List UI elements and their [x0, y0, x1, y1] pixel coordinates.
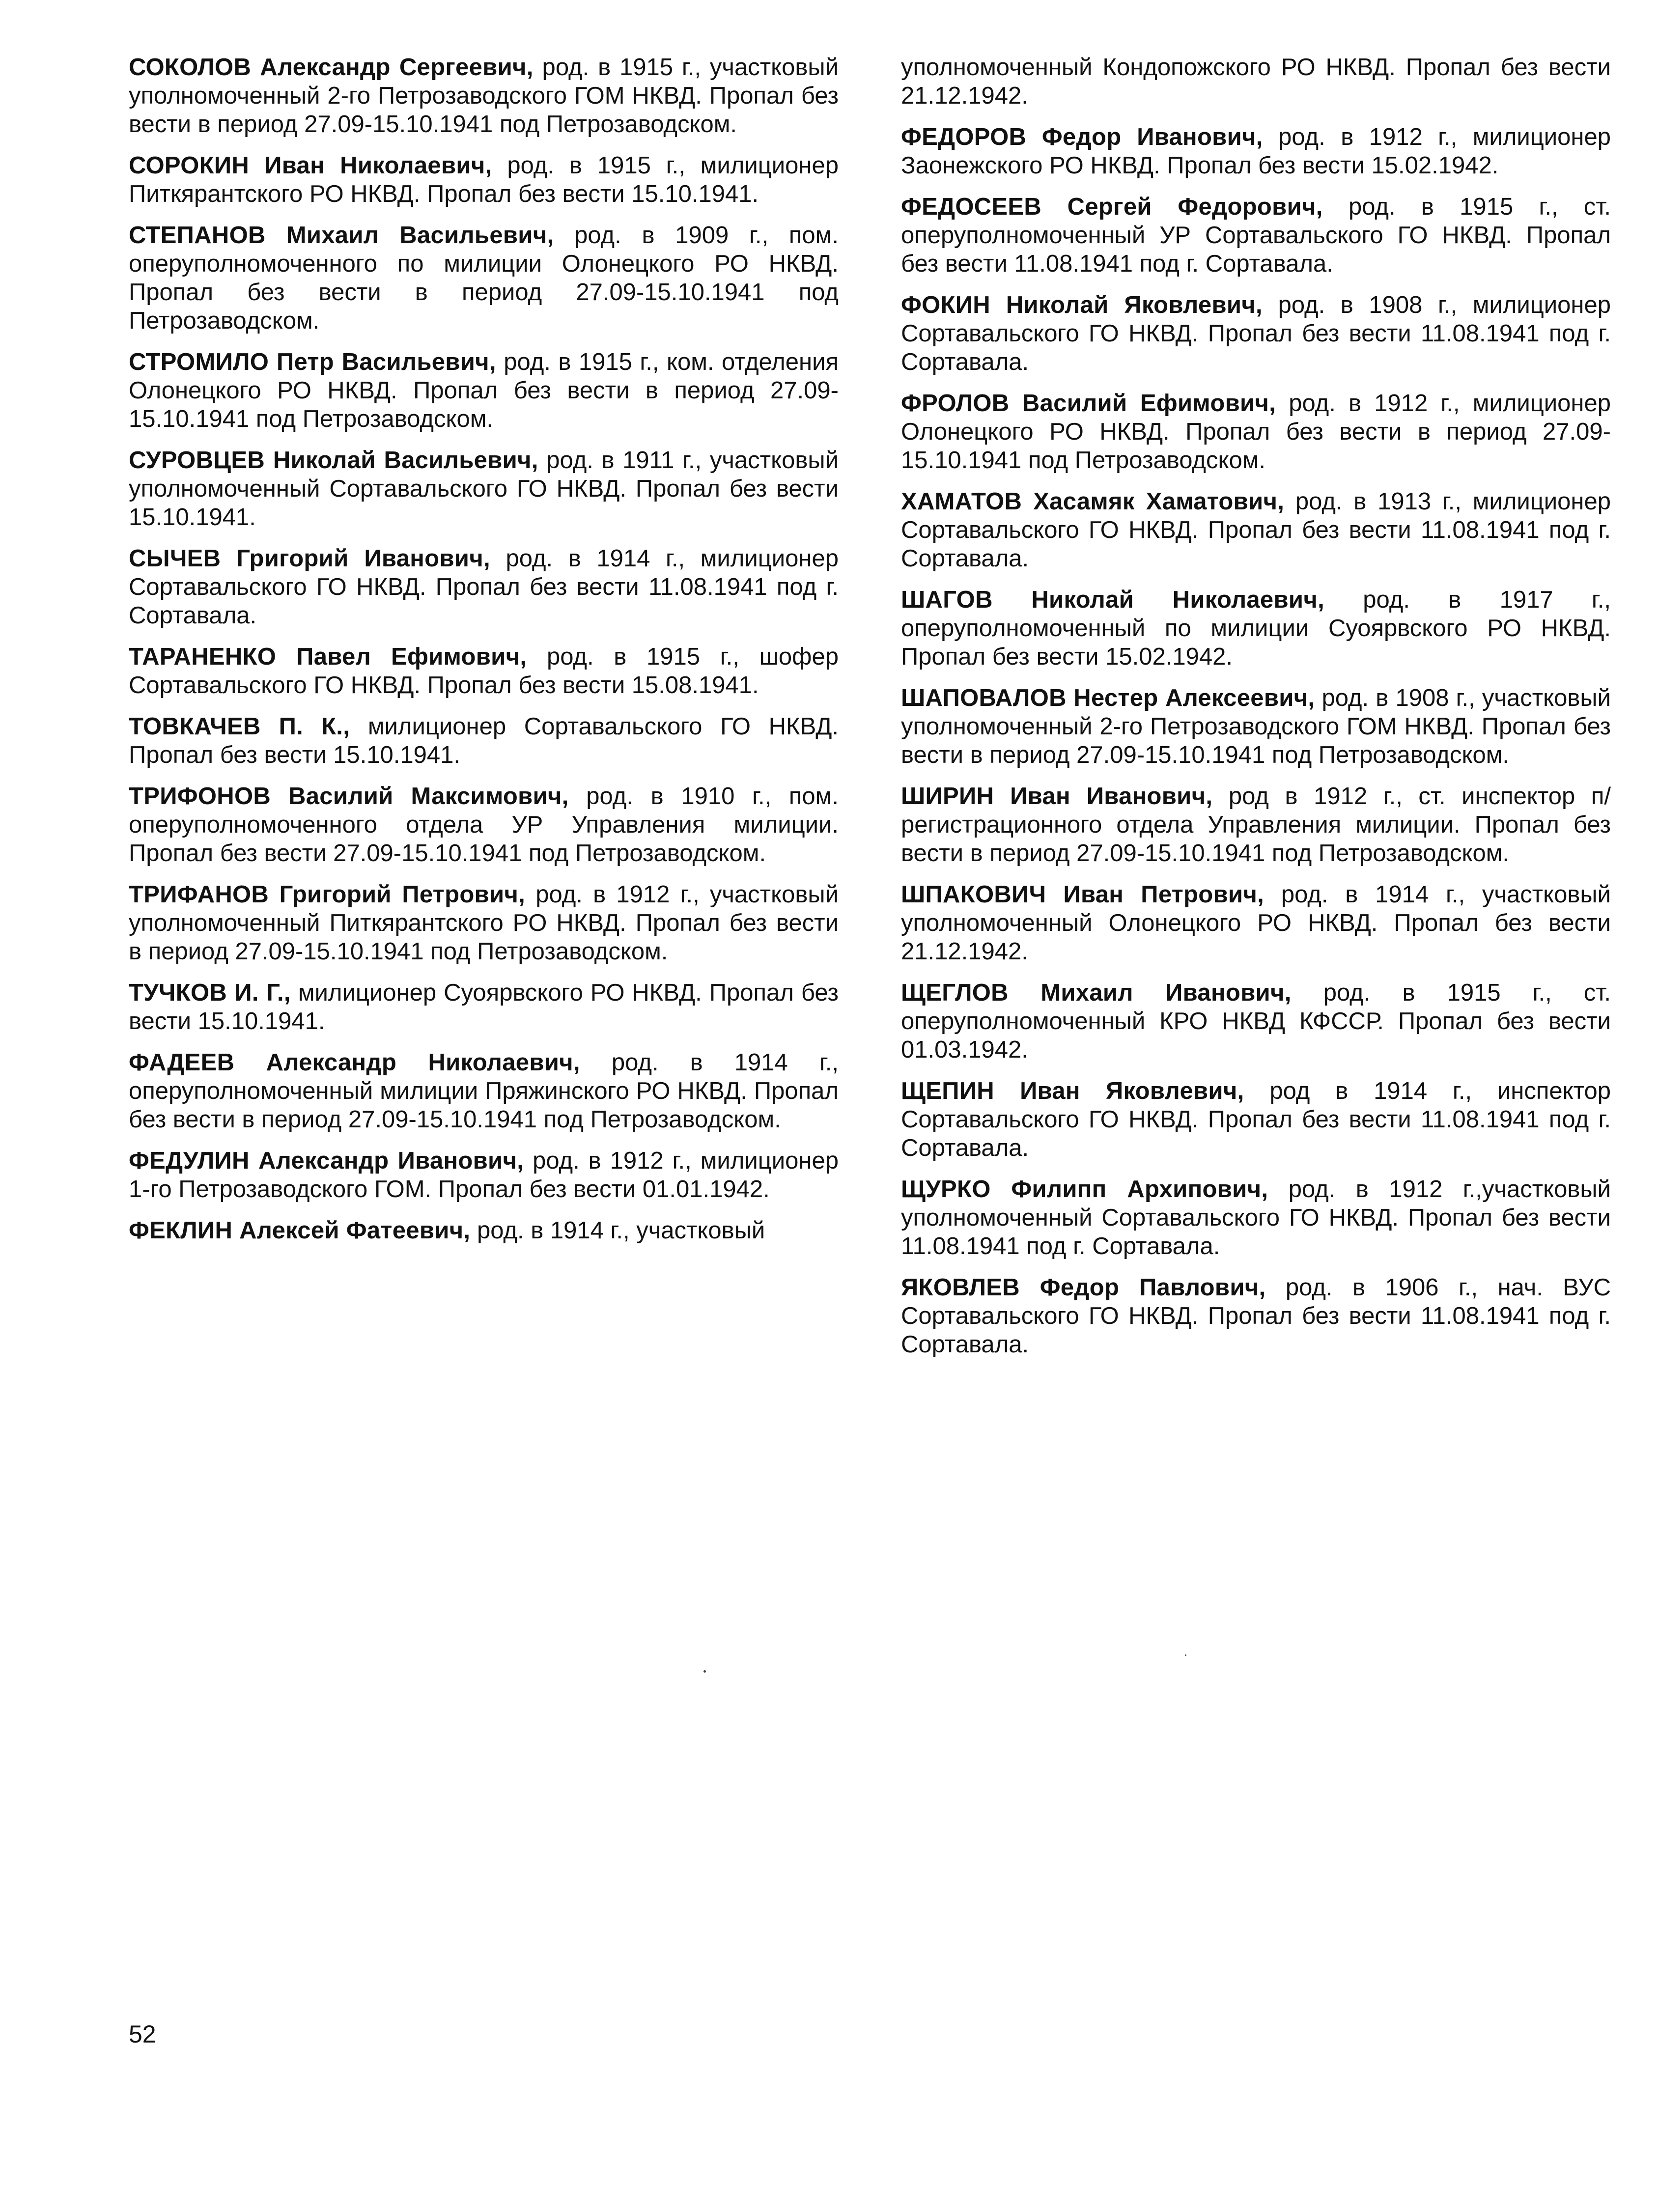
- biography-entry: [129, 446, 839, 532]
- biography-entry: [901, 782, 1611, 868]
- entry-text: род. в 1910 г., пом. оперуполномоченного отдела УР Управления милиции. Пропал без вести 27.09-15.10.1941 под Петрозаводском.: [129, 783, 839, 867]
- biography-entry: [901, 487, 1611, 573]
- entry-text: род. в 1915 г., ком. отделения Олонецкого РО НКВД. Пропал без вести в период 27.09-15.10.1941 под Петрозаводском.: [129, 349, 839, 432]
- biography-entry: [129, 1216, 839, 1245]
- person-name: ТУЧКОВ И. Г.,: [129, 980, 291, 1006]
- entry-text: род. в 1914 г., участковый: [470, 1217, 765, 1244]
- page-number: 52: [129, 2020, 156, 2048]
- entry-text: род. в 1915 г., участковый уполномоченный 2-го Петрозаводского ГОМ НКВД. Пропал без вести в период 27.09-15.10.1941 под Петрозаводском.: [129, 54, 839, 138]
- biography-entry: [901, 53, 1611, 110]
- entry-text: род в 1912 г., ст. инспектор п/регистрационного отдела Управления милиции. Пропал без вести в период 27.09-15.10.1941 под Петрозаводском.: [901, 783, 1611, 867]
- entry-text: род. в 1917 г., оперуполномоченный по милиции Суоярвского РО НКВД. Пропал без вести 15.02.1942.: [901, 587, 1611, 670]
- biography-entry: [901, 1273, 1611, 1359]
- person-name: ФАДЕЕВ Александр Николаевич,: [129, 1049, 580, 1076]
- entry-text: род. в 1909 г., пом. оперуполномоченного по милиции Олонецкого РО НКВД. Пропал без вести в период 27.09-15.10.1941 под Петрозаводском.: [129, 222, 839, 334]
- person-name: ФЕКЛИН Алексей Фатеевич,: [129, 1217, 471, 1244]
- entry-text: род. в 1915 г., шофер Сортавальского ГО НКВД. Пропал без вести 15.08.1941.: [129, 644, 839, 699]
- person-name: ТОВКАЧЕВ П. К.,: [129, 713, 350, 740]
- person-name: ЩЕПИН Иван Яковлевич,: [901, 1078, 1244, 1104]
- entry-text: род. в 1912 г., участковый уполномоченный Питкярантского РО НКВД. Пропал без вести в период 27.09-15.10.1941 под Петрозаводском.: [129, 881, 839, 965]
- person-name: ЯКОВЛЕВ Федор Павлович,: [901, 1274, 1266, 1301]
- person-name: ТРИФОНОВ Василий Максимович,: [129, 783, 569, 810]
- entry-text: род. в 1912 г.,участковый уполномоченный Сортавальского ГО НКВД. Пропал без вести 11.08.1941 под г. Сортавала.: [901, 1176, 1611, 1260]
- person-name: ТАРАНЕНКО Павел Ефимович,: [129, 644, 527, 670]
- person-name: ФОКИН Николай Яковлевич,: [901, 292, 1263, 318]
- person-name: СУРОВЦЕВ Николай Васильевич,: [129, 447, 538, 474]
- biography-entry: [129, 151, 839, 208]
- biography-entry: [129, 1048, 839, 1134]
- biography-entry: [901, 586, 1611, 671]
- entry-text: род. в 1913 г., милиционер Сортавальского ГО НКВД. Пропал без вести 11.08.1941 под г. Сортавала.: [901, 488, 1611, 572]
- entry-text: род. в 1908 г., участковый уполномоченный 2-го Петрозаводского ГОМ НКВД. Пропал без вести в период 27.09-15.10.1941 под Петрозаводском.: [901, 685, 1611, 768]
- person-name: ШПАКОВИЧ Иван Петрович,: [901, 881, 1264, 908]
- entry-text: род. в 1912 г., милиционер 1-го Петрозаводского ГОМ. Пропал без вести 01.01.1942.: [129, 1148, 839, 1203]
- person-name: ШИРИН Иван Иванович,: [901, 783, 1213, 810]
- entry-text: милиционер Сортавальского ГО НКВД. Пропал без вести 15.10.1941.: [129, 713, 839, 768]
- entry-text: род. в 1912 г., милиционер Олонецкого РО НКВД. Пропал без вести в период 27.09-15.10.1941 под Петрозаводском.: [901, 390, 1611, 474]
- biography-entry: [129, 1147, 839, 1204]
- entry-text: род. в 1915 г., ст. оперуполномоченный УР Сортавальского ГО НКВД. Пропал без вести 11.08.1941 под г. Сортавала.: [901, 194, 1611, 277]
- entry-text: род. в 1914 г., милиционер Сортавальского ГО НКВД. Пропал без вести 11.08.1941 под г. Сортавала.: [129, 545, 839, 629]
- person-name: ФЕДОСЕЕВ Сергей Федорович,: [901, 194, 1323, 220]
- person-name: СОРОКИН Иван Николаевич,: [129, 152, 492, 179]
- person-name: ФЕДУЛИН Александр Иванович,: [129, 1148, 524, 1174]
- biography-entry: [901, 193, 1611, 278]
- entry-text: род в 1914 г., инспектор Сортавальского ГО НКВД. Пропал без вести 11.08.1941 под г. Сортавала.: [901, 1078, 1611, 1161]
- right-column: [901, 53, 1611, 1372]
- person-name: ШАГОВ Николай Николаевич,: [901, 587, 1324, 613]
- person-name: СЫЧЕВ Григорий Иванович,: [129, 545, 490, 572]
- entry-text: род. в 1906 г., нач. ВУС Сортавальского ГО НКВД. Пропал без вести 11.08.1941 под г. Сортавала.: [901, 1274, 1611, 1358]
- print-speck: [1185, 1654, 1186, 1656]
- person-name: ХАМАТОВ Хасамяк Хаматович,: [901, 488, 1285, 515]
- person-name: ШАПОВАЛОВ Нестер Алексеевич,: [901, 685, 1315, 711]
- entry-text: род. в 1908 г., милиционер Сортавальского ГО НКВД. Пропал без вести 11.08.1941 под г. Сортавала.: [901, 292, 1611, 375]
- print-speck: [703, 1670, 706, 1673]
- biography-entry: [901, 389, 1611, 475]
- biography-entry: [129, 880, 839, 966]
- entry-text: род. в 1915 г., милиционер Питкярантского РО НКВД. Пропал без вести 15.10.1941.: [129, 152, 839, 207]
- biography-entry: [129, 782, 839, 868]
- biography-entry: [129, 712, 839, 769]
- entry-text: милиционер Суоярвского РО НКВД. Пропал без вести 15.10.1941.: [129, 980, 839, 1035]
- person-name: ТРИФАНОВ Григорий Петрович,: [129, 881, 526, 908]
- entry-text: род. в 1911 г., участковый уполномоченный Сортавальского ГО НКВД. Пропал без вести 15.10.1941.: [129, 447, 839, 531]
- biography-entry: [901, 123, 1611, 180]
- entry-text: уполномоченный Кондопожского РО НКВД. Пропал без вести 21.12.1942.: [901, 54, 1611, 109]
- person-name: ЩЕГЛОВ Михаил Иванович,: [901, 980, 1292, 1006]
- biography-entry: [901, 979, 1611, 1064]
- biography-entry: [901, 684, 1611, 769]
- entry-text: род. в 1912 г., милиционер Заонежского РО НКВД. Пропал без вести 15.02.1942.: [901, 124, 1611, 179]
- biography-entry: [129, 643, 839, 700]
- person-name: СОКОЛОВ Александр Сергеевич,: [129, 54, 534, 81]
- left-column: [129, 53, 839, 1258]
- entry-text: род. в 1914 г., участковый уполномоченный Олонецкого РО НКВД. Пропал без вести 21.12.1942.: [901, 881, 1611, 965]
- person-name: СТРОМИЛО Петр Васильевич,: [129, 349, 496, 375]
- entry-text: род. в 1914 г., оперуполномоченный милиции Пряжинского РО НКВД. Пропал без вести в период 27.09-15.10.1941 под Петрозаводском.: [129, 1049, 839, 1133]
- person-name: ФРОЛОВ Василий Ефимович,: [901, 390, 1276, 417]
- biography-entry: [901, 1175, 1611, 1260]
- biography-entry: [901, 1077, 1611, 1162]
- biography-entry: [901, 291, 1611, 376]
- biography-entry: [901, 880, 1611, 966]
- entry-text: род. в 1915 г., ст. оперуполномоченный КРО НКВД КФССР. Пропал без вести 01.03.1942.: [901, 980, 1611, 1063]
- biography-entry: [129, 544, 839, 630]
- person-name: ЩУРКО Филипп Архипович,: [901, 1176, 1268, 1203]
- biography-entry: [129, 221, 839, 335]
- biography-entry: [129, 979, 839, 1036]
- biography-entry: [129, 348, 839, 433]
- person-name: СТЕПАНОВ Михаил Васильевич,: [129, 222, 554, 249]
- biography-entry: [129, 53, 839, 139]
- person-name: ФЕДОРОВ Федор Иванович,: [901, 124, 1263, 150]
